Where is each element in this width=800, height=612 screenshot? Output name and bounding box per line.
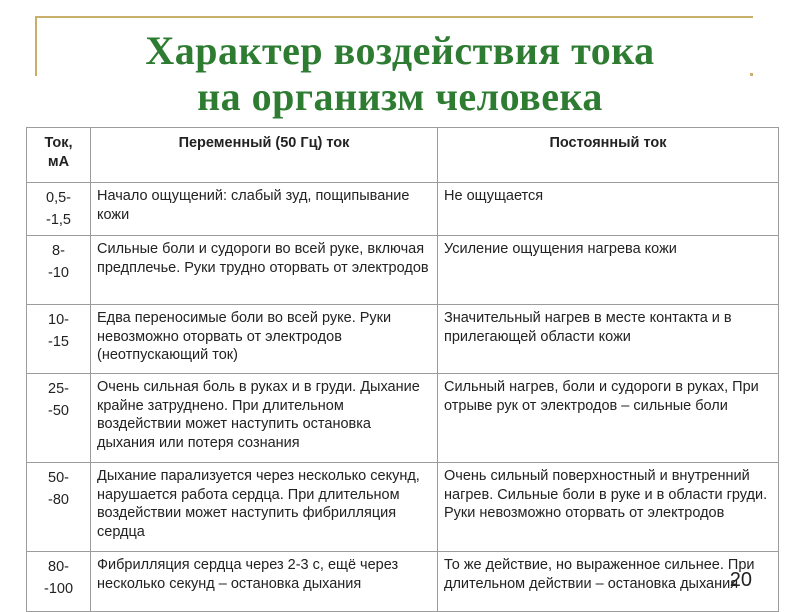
ma-to: -1,5 (46, 212, 71, 228)
cell-current-ma (27, 183, 91, 236)
table-row (27, 463, 779, 552)
table-row (27, 552, 779, 612)
cell-current-ma (27, 552, 91, 612)
cell-dc-effect: То же действие, но выраженное сильнее. При длительном действии – остановка дыхания (438, 552, 779, 612)
ma-from: 8- (52, 243, 65, 259)
header-ac-current: Переменный (50 Гц) ток (91, 128, 438, 183)
header-current-ma: Ток, мА (27, 128, 91, 183)
cell-ac-effect: Дыхание парализуется через несколько секунд, нарушается работа сердца. При длительном воздействии может наступить фибрилляция сердца (91, 463, 438, 552)
current-effects-table (26, 127, 779, 612)
table-row (27, 305, 779, 374)
ma-from: 0,5- (46, 190, 71, 206)
slide-title (0, 28, 800, 120)
ma-from: 25- (48, 381, 69, 397)
cell-dc-effect: Очень сильный поверхностный и внутренний нагрев. Сильные боли в руке и в области груди. Руки невозможно оторвать от электродов (438, 463, 779, 552)
cell-ac-effect: Начало ощущений: слабый зуд, пощипывание кожи (91, 183, 438, 236)
ma-to: -50 (48, 403, 69, 419)
ma-from: 80- (48, 559, 69, 575)
header-dc-current: Постоянный ток (438, 128, 779, 183)
ma-to: -100 (43, 581, 74, 597)
table-row (27, 374, 779, 463)
table-header-row (27, 128, 779, 183)
cell-dc-effect: Не ощущается (438, 183, 779, 236)
cell-current-ma (27, 305, 91, 374)
cell-dc-effect: Сильный нагрев, боли и судороги в руках, При отрыве рук от электродов – сильные боли (438, 374, 779, 463)
cell-current-ma (27, 463, 91, 552)
cell-current-ma (27, 236, 91, 305)
table-row (27, 183, 779, 236)
ma-from: 50- (48, 470, 69, 486)
cell-ac-effect: Фибрилляция сердца через 2-3 с, ещё через несколько секунд – остановка дыхания (91, 552, 438, 612)
title-line-1: Характер воздействия тока (145, 28, 655, 73)
cell-ac-effect: Очень сильная боль в руках и в груди. Дыхание крайне затруднено. При длительном воздействии может наступить остановка дыхания или потеря сознания (91, 374, 438, 463)
cell-dc-effect: Усиление ощущения нагрева кожи (438, 236, 779, 305)
title-line-2: на организм человека (197, 74, 603, 119)
ma-to: -15 (48, 334, 69, 350)
cell-dc-effect: Значительный нагрев в месте контакта и в прилегающей области кожи (438, 305, 779, 374)
frame-line-horizontal (35, 16, 753, 18)
ma-to: -10 (48, 265, 69, 281)
cell-ac-effect: Едва переносимые боли во всей руке. Руки невозможно оторвать от электродов (неотпускающий ток) (91, 305, 438, 374)
ma-to: -80 (48, 492, 69, 508)
table-row (27, 236, 779, 305)
cell-ac-effect: Сильные боли и судороги во всей руке, включая предплечье. Руки трудно оторвать от электродов (91, 236, 438, 305)
ma-from: 10- (48, 312, 69, 328)
cell-current-ma (27, 374, 91, 463)
page-number: 20 (729, 569, 752, 591)
